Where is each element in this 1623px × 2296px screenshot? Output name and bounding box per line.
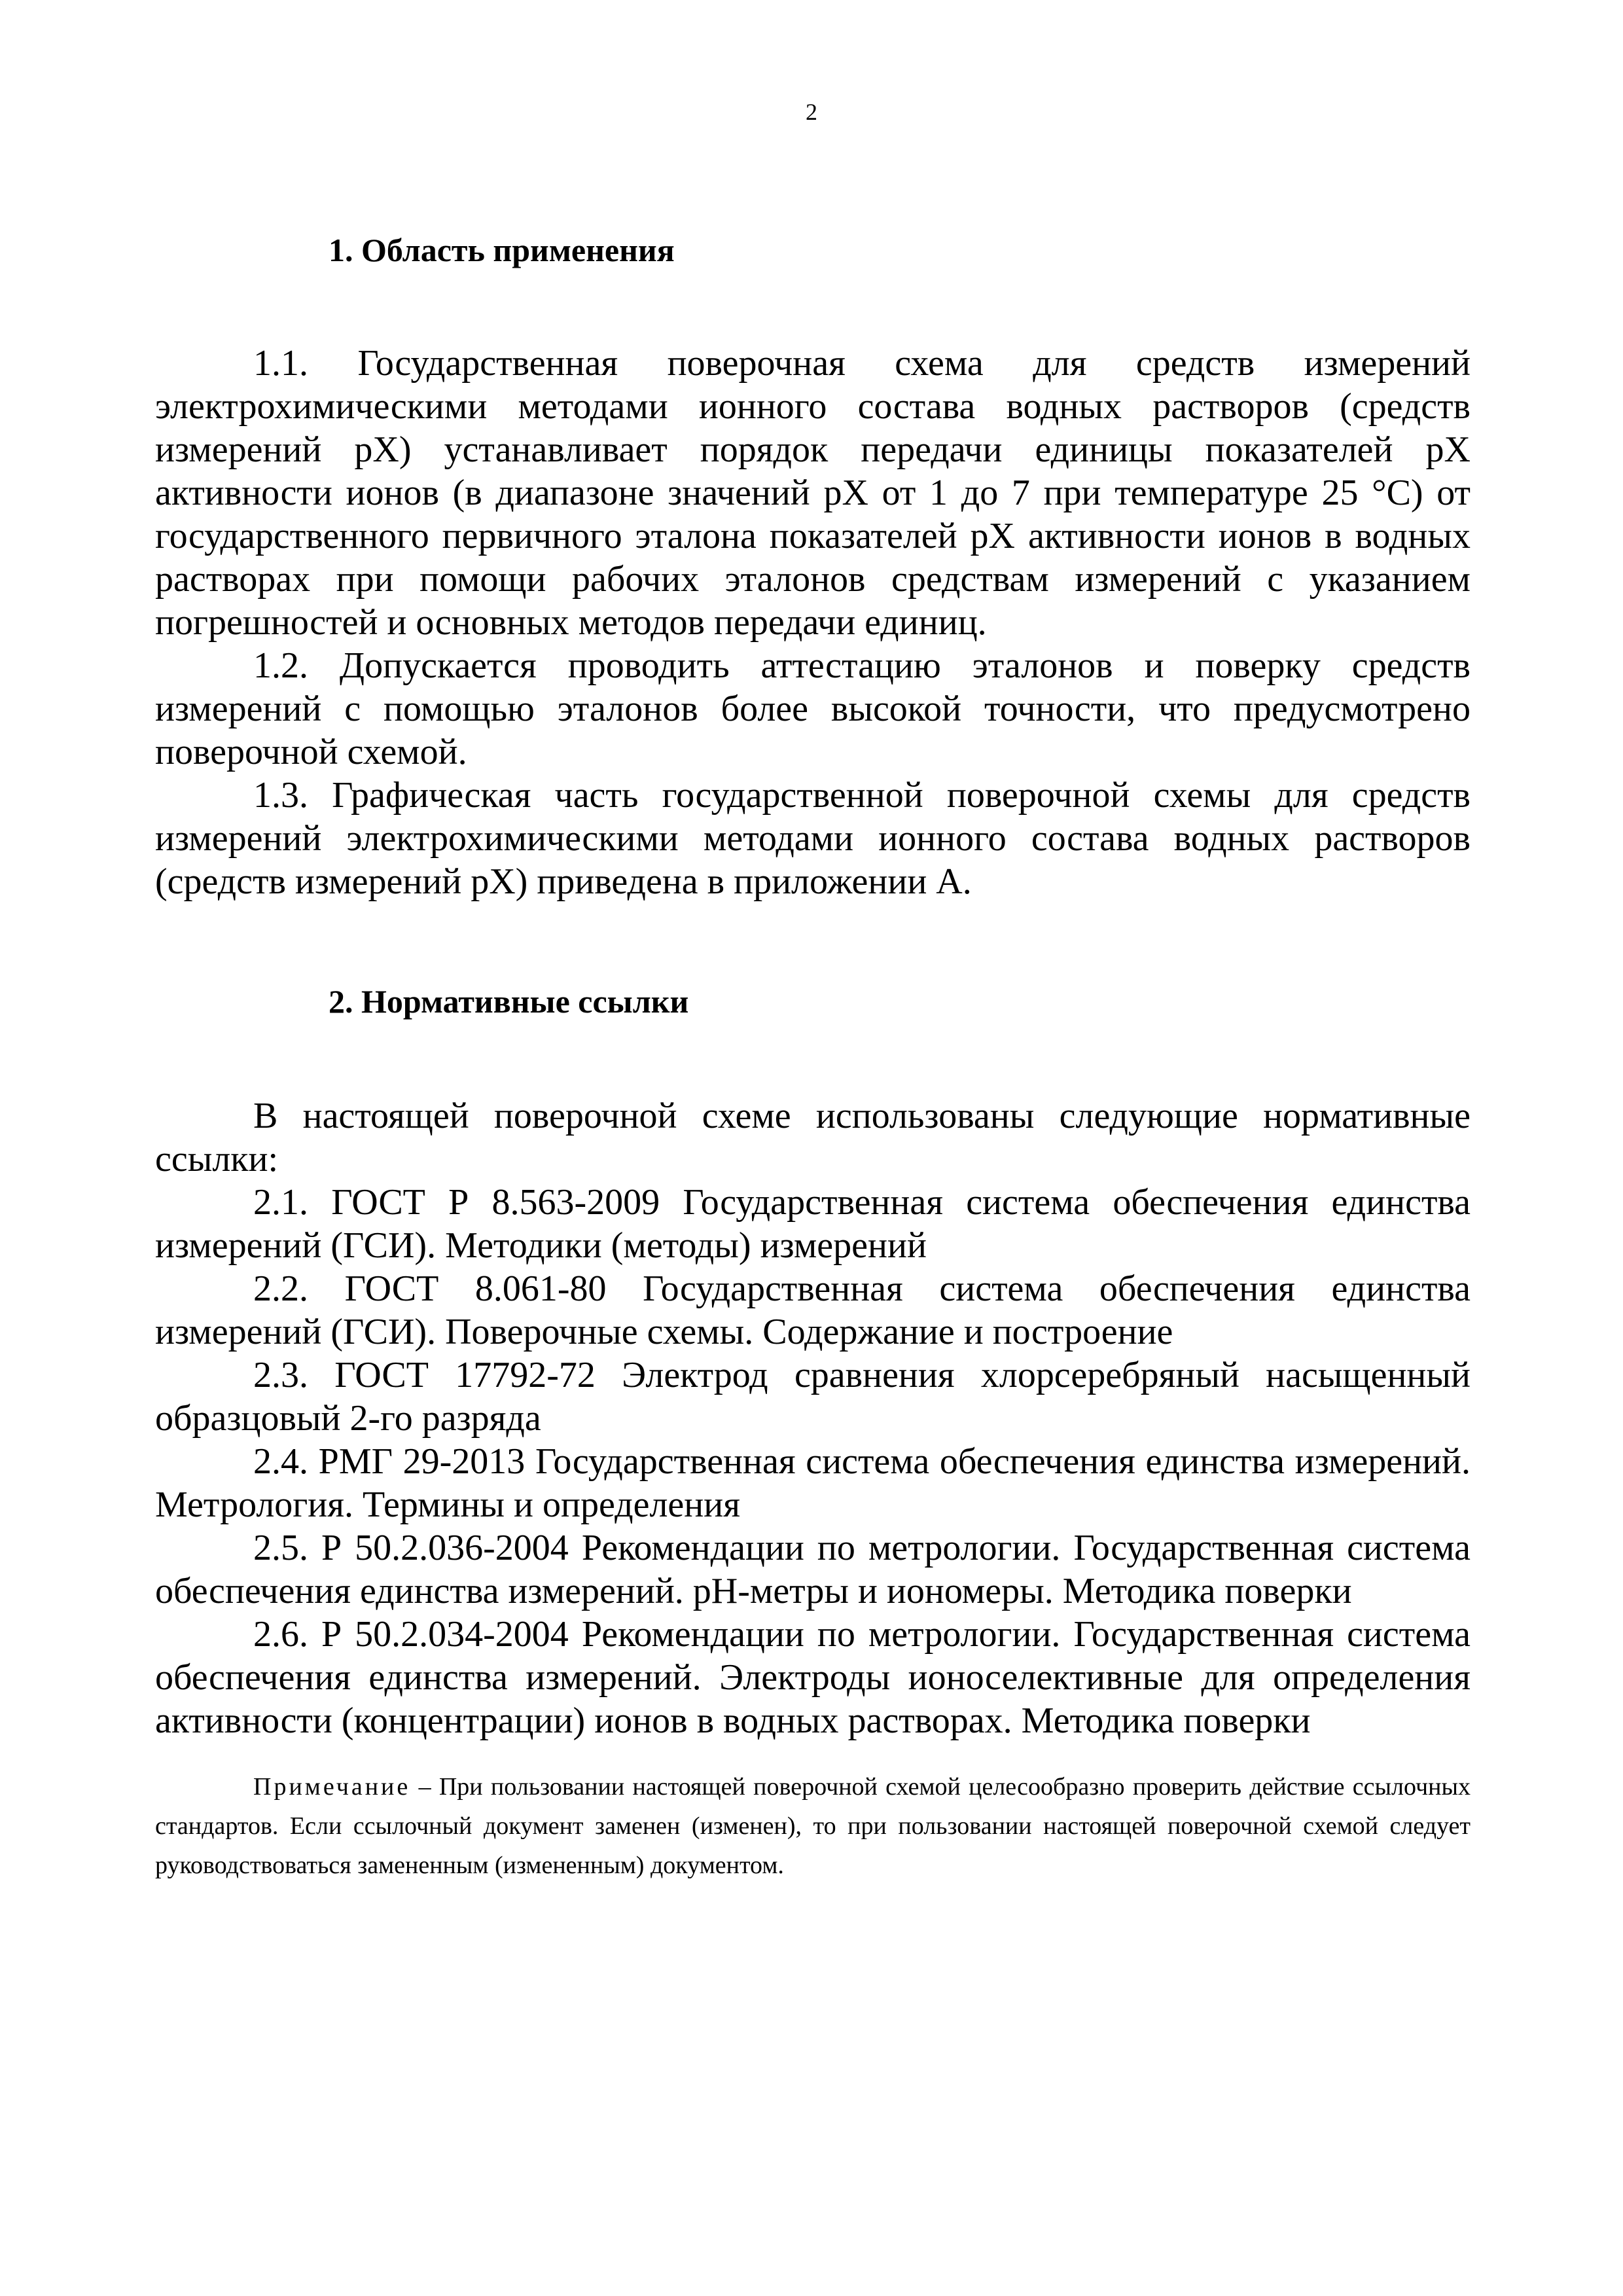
reference-2-5: 2.5. Р 50.2.036-2004 Рекомендации по метрологии. Государственная система обеспечения единства измерений. pH-метры и иономеры. Методика поверки bbox=[155, 1528, 1471, 1611]
section-2-heading: 2. Нормативные ссылки bbox=[329, 983, 689, 1020]
page-number: 2 bbox=[806, 99, 817, 125]
note bbox=[155, 1767, 1471, 1885]
reference-2-3: 2.3. ГОСТ 17792-72 Электрод сравнения хлорсеребряный насыщенный образцовый 2-го разряда bbox=[155, 1355, 1471, 1439]
note-label: Примечание bbox=[253, 1773, 411, 1801]
paragraph-1-2: 1.2. Допускается проводить аттестацию эталонов и поверку средств измерений с помощью эталонов более высокой точности, что предусмотрено поверочной схемой. bbox=[155, 645, 1471, 772]
section-1-heading: 1. Область применения bbox=[329, 232, 675, 268]
reference-2-2: 2.2. ГОСТ 8.061-80 Государственная система обеспечения единства измерений (ГСИ). Поверочные схемы. Содержание и построение bbox=[155, 1268, 1471, 1352]
paragraph-1-1: 1.1. Государственная поверочная схема для средств измерений электрохимическими методами ионного состава водных растворов (средств измерений pX) устанавливает порядок передачи единицы показателей pX активности ионов (в диапазоне значений pX от 1 до 7 при температуре 25 °C) от государственного первичного эталона показателей pX активности ионов в водных растворах при помощи рабочих эталонов средствам измерений с указанием погрешностей и основных методов передачи единиц. bbox=[155, 343, 1471, 643]
paragraph-1-3: 1.3. Графическая часть государственной поверочной схемы для средств измерений электрохимическими методами ионного состава водных растворов (средств измерений pX) приведена в приложении А. bbox=[155, 775, 1471, 902]
reference-2-1: 2.1. ГОСТ Р 8.563-2009 Государственная система обеспечения единства измерений (ГСИ). Методики (методы) измерений bbox=[155, 1182, 1471, 1266]
section-2-intro: В настоящей поверочной схеме использованы следующие нормативные ссылки: bbox=[155, 1096, 1471, 1179]
reference-2-4: 2.4. РМГ 29-2013 Государственная система обеспечения единства измерений. Метрология. Термины и определения bbox=[155, 1441, 1471, 1525]
document-body bbox=[155, 229, 1471, 1885]
reference-2-6: 2.6. Р 50.2.034-2004 Рекомендации по метрологии. Государственная система обеспечения единства измерений. Электроды ионоселективные для определения активности (концентрации) ионов в водных растворах. Методика поверки bbox=[155, 1614, 1471, 1741]
note-text: – При пользовании настоящей поверочной схемой целесообразно проверить действие ссылочных стандартов. Если ссылочный документ заменен (изменен), то при пользовании настоящей поверочной схемой следует руководствоваться замененным (измененным) документом. bbox=[155, 1773, 1471, 1879]
